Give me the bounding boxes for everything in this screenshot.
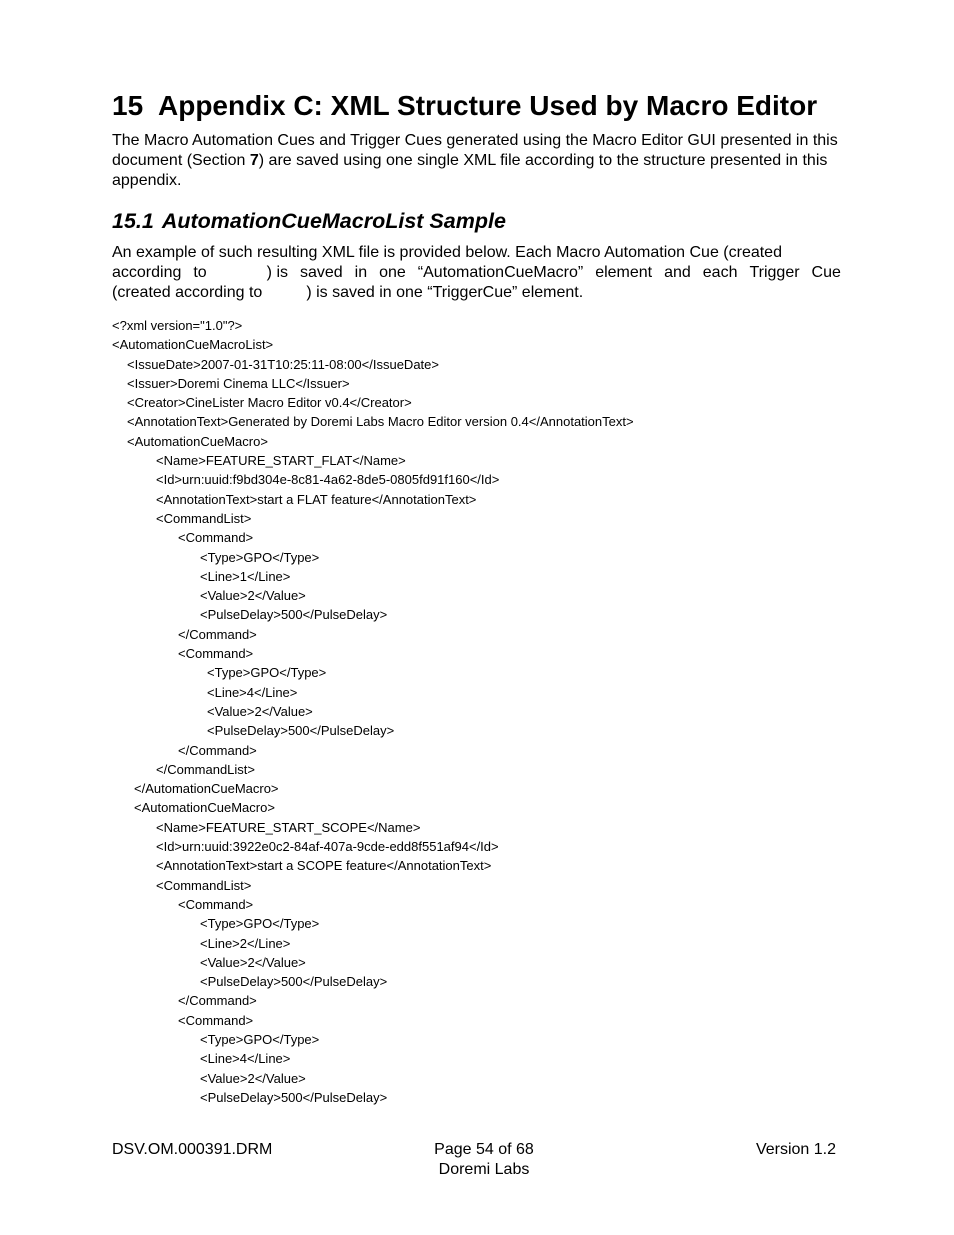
paragraph-line-2 — [112, 263, 841, 283]
paragraph-line-2-word: and — [664, 264, 691, 281]
paragraph-line-2-word: “AutomationCueMacro” — [417, 264, 584, 281]
xml-code-line: <Type>GPO</Type> — [200, 1031, 320, 1047]
xml-code-line: <Issuer>Doremi Cinema LLC</Issuer> — [127, 375, 350, 391]
page-footer — [112, 1138, 836, 1182]
xml-code-line: <Command> — [178, 896, 254, 912]
xml-code-line: <Line>2</Line> — [200, 935, 291, 951]
footer-version: Version 1.2 — [755, 1141, 836, 1158]
footer-center — [112, 1140, 856, 1180]
xml-code-line: <Line>4</Line> — [207, 684, 298, 700]
subsection-number: 15.1 — [112, 209, 154, 233]
section-heading — [112, 88, 817, 124]
xml-code-line: <Command> — [178, 646, 254, 662]
xml-code-line: <?xml version="1.0"?> — [112, 318, 243, 333]
xml-code-line: <Value>2</Value> — [200, 588, 306, 604]
paragraph-line-2-word: Trigger — [749, 264, 800, 281]
xml-code-line: <PulseDelay>500</PulseDelay> — [200, 974, 388, 990]
paragraph-line-2-word — [219, 263, 255, 283]
xml-code-line: <PulseDelay>500</PulseDelay> — [200, 607, 388, 623]
paragraph-line-2-word: one — [379, 264, 406, 281]
paragraph-line-2-word: according — [112, 264, 182, 281]
footer-company: Doremi Labs — [438, 1161, 530, 1178]
xml-code-line: <Id>urn:uuid:f9bd304e-8c81-4a62-8de5-0805fd91f160</Id> — [156, 472, 500, 488]
paragraph-line-2-word: in — [354, 264, 368, 281]
xml-code-line: <Type>GPO</Type> — [207, 665, 327, 681]
example-paragraph — [112, 243, 841, 303]
xml-code-line: <IssueDate>2007-01-31T10:25:11-08:00</IssueDate> — [127, 356, 439, 372]
xml-code-line: <AutomationCueMacro> — [127, 433, 268, 449]
xml-code-line: <AnnotationText>Generated by Doremi Labs Macro Editor version 0.4</AnnotationText> — [127, 414, 634, 430]
xml-code-line: <AutomationCueMacro> — [134, 800, 275, 816]
xml-code-line: <CommandList> — [156, 510, 252, 526]
xml-code-line: <AnnotationText>start a FLAT feature</AnnotationText> — [156, 491, 477, 507]
xml-code-line: </Command> — [178, 626, 257, 642]
paragraph-line-2-word: saved — [299, 264, 343, 281]
intro-text-b: ) are saved using one single XML file according to the structure presented in this appendix. — [112, 152, 828, 189]
paragraph-line-3-b: ) is saved in one “TriggerCue” element. — [306, 284, 584, 301]
xml-code-line: </CommandList> — [156, 761, 255, 777]
paragraph-line-3-a: (created according to — [112, 284, 263, 301]
xml-code-line: <Value>2</Value> — [207, 703, 313, 719]
paragraph-line-2-word: ) is — [266, 264, 288, 281]
intro-text-a: The Macro Automation Cues and Trigger Cues generated using the Macro Editor GUI presented in this document (Section — [112, 132, 838, 169]
xml-code-line: <Value>2</Value> — [200, 1070, 306, 1086]
xml-code-line: <CommandList> — [156, 877, 252, 893]
paragraph-line-2-word: to — [193, 264, 207, 281]
footer-page-number: Page 54 of 68 — [434, 1141, 534, 1158]
intro-paragraph — [112, 131, 841, 191]
paragraph-line-1 — [112, 243, 841, 263]
subsection-title: AutomationCueMacroList Sample — [161, 209, 506, 233]
footer-doc-id: DSV.OM.000391.DRM — [112, 1141, 273, 1158]
paragraph-line-2-word: Cue — [811, 264, 841, 281]
section-title: Appendix C: XML Structure Used by Macro Editor — [158, 90, 818, 121]
xml-code-line: <Line>1</Line> — [200, 568, 291, 584]
xml-code-line: <Command> — [178, 530, 254, 546]
xml-code-line: <Value>2</Value> — [200, 954, 306, 970]
xml-code-line: <Line>4</Line> — [200, 1051, 291, 1067]
section-number: 15 — [112, 90, 144, 121]
xml-code-line: <AnnotationText>start a SCOPE feature</AnnotationText> — [156, 858, 492, 874]
xml-code-line: <Id>urn:uuid:3922e0c2-84af-407a-9cde-edd8f551af94</Id> — [156, 839, 499, 855]
xml-code-line: </AutomationCueMacro> — [134, 781, 279, 797]
paragraph-line-2-word: each — [702, 264, 738, 281]
xml-code-line: </Command> — [178, 742, 257, 758]
xml-code-line: <Type>GPO</Type> — [200, 916, 320, 932]
subsection-heading — [112, 207, 506, 235]
xml-code-sample — [112, 316, 634, 1107]
xml-code-line: <Name>FEATURE_START_FLAT</Name> — [156, 453, 406, 469]
xml-code-line: <AutomationCueMacroList> — [112, 337, 274, 353]
xml-code-line: <Command> — [178, 1012, 254, 1028]
section-reference: 7 — [249, 152, 259, 169]
paragraph-line-1-text: An example of such resulting XML file is provided below. Each Macro Automation Cue (created — [112, 244, 782, 261]
xml-code-line: <PulseDelay>500</PulseDelay> — [200, 1089, 388, 1105]
xml-code-line: <Name>FEATURE_START_SCOPE</Name> — [156, 819, 421, 835]
xml-code-line: <Creator>CineLister Macro Editor v0.4</Creator> — [127, 395, 412, 411]
xml-code-line: <PulseDelay>500</PulseDelay> — [207, 723, 395, 739]
paragraph-line-2-word: element — [595, 264, 653, 281]
xml-code-line: </Command> — [178, 993, 257, 1009]
xml-code-line: <Type>GPO</Type> — [200, 549, 320, 565]
paragraph-line-3 — [112, 283, 841, 303]
